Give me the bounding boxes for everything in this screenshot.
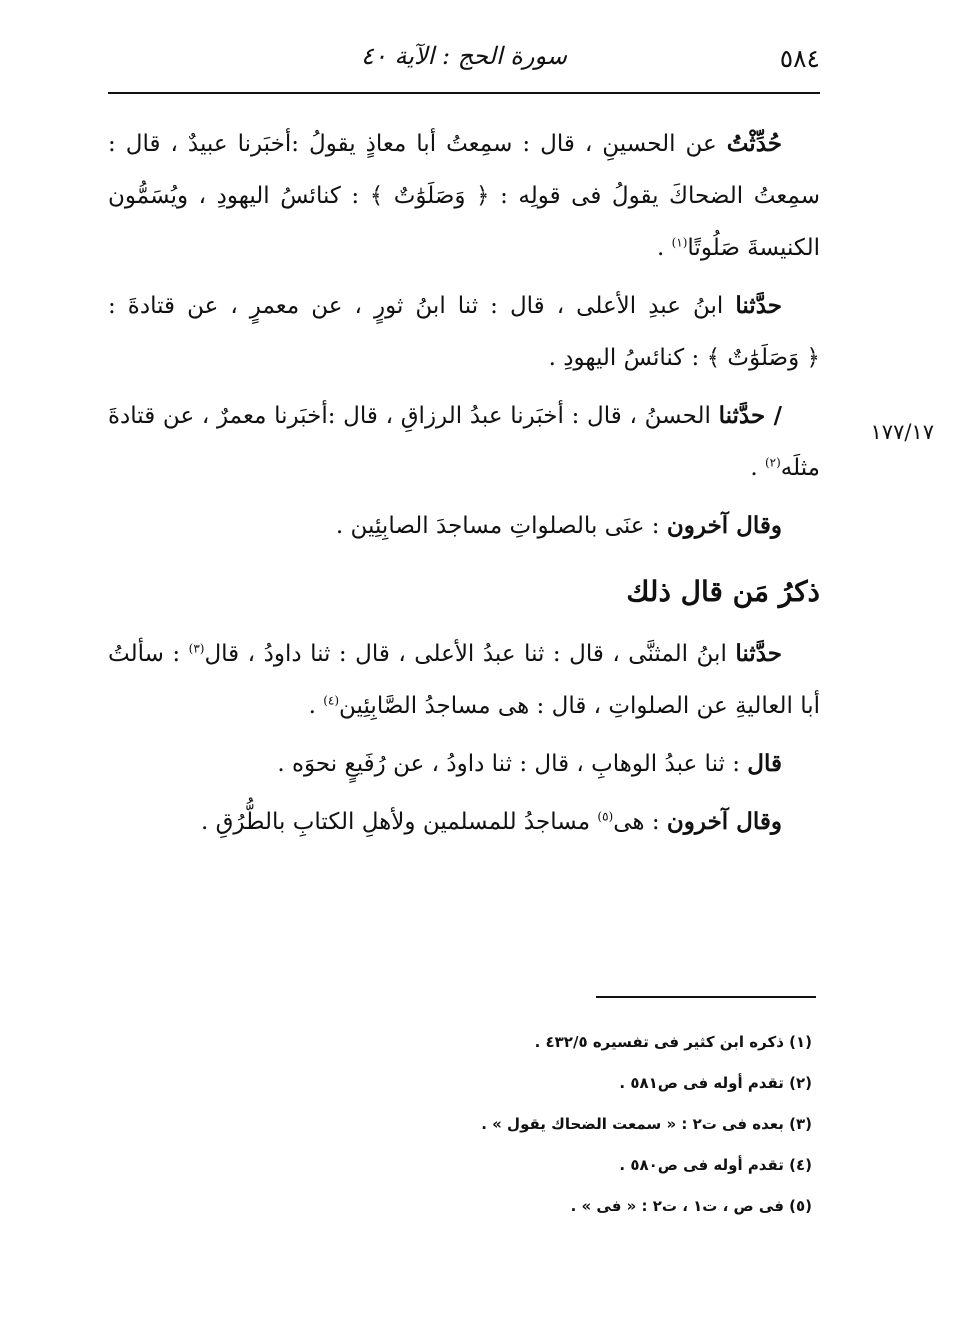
paragraph-text: : عنَى بالصلواتِ مساجدَ الصابِئِين .	[335, 513, 667, 539]
paragraph-text: .	[308, 693, 324, 719]
footnotes	[108, 1022, 820, 1227]
header-divider	[108, 92, 820, 94]
paragraph-text: ابنُ المثنَّى ، قال : ثنا عبدُ الأعلى ، قال : ثنا داودُ ، قال	[204, 641, 736, 667]
paragraph-lead: حُدِّثْتُ	[726, 130, 782, 157]
footnote-item: (٤) تقدم أوله فى ص٥٨٠ .	[619, 1156, 812, 1174]
paragraph	[108, 118, 820, 274]
paragraph	[108, 280, 820, 384]
paragraph-text: ابنُ عبدِ الأعلى ، قال : ثنا ابنُ ثورٍ ، عن معمرٍ ، عن قتادةَ :	[108, 293, 736, 319]
paragraph	[108, 390, 820, 494]
page-header	[108, 40, 820, 86]
footnote-item: (٣) بعده فى ت٢ : « سمعت الضحاك يقول » .	[481, 1115, 812, 1133]
main-text	[108, 118, 820, 848]
paragraph-lead: قال	[747, 750, 782, 777]
margin-reference: ١٧٧/١٧	[870, 420, 934, 444]
footnote-marker: (٢)	[764, 455, 781, 470]
paragraph-lead: وقال آخرون	[666, 808, 782, 835]
paragraph-lead: وقال آخرون	[666, 512, 782, 539]
paragraph-lead: حدَّثنا	[735, 640, 782, 667]
paragraph-text: : كنائسُ اليهودِ ، ويُسَمُّون الكنيسةَ صَلُوتًا	[108, 183, 820, 261]
paragraphs-after-heading	[108, 628, 820, 848]
footnote-marker: (٣)	[188, 641, 205, 656]
paragraph-lead: حدَّثنا	[735, 292, 782, 319]
footnote-marker: (٥)	[597, 809, 614, 824]
quran-quote: ﴿ وَصَلَوَٰتٌ ﴾	[369, 183, 490, 209]
paragraph-text: الحسنُ ، قال : أخبَرنا عبدُ الرزاقِ ، قال :أخبَرنا معمرٌ ، عن قتادةَ مثلَه	[108, 403, 820, 481]
paragraph-text: .	[656, 235, 672, 261]
paragraph	[108, 628, 820, 732]
page-number: ٥٨٤	[779, 44, 820, 73]
footnote-item: (٢) تقدم أوله فى ص٥٨١ .	[619, 1074, 812, 1092]
paragraph	[108, 796, 820, 848]
paragraph-text: : سألتُ أبا العاليةِ عن الصلواتِ ، قال : هى مساجدُ الصَّابِئِين	[108, 641, 820, 719]
footnote-divider	[596, 996, 816, 998]
paragraph	[108, 500, 820, 552]
footnote-item: (١) ذكره ابن كثير فى تفسيره ٤٣٢/٥ .	[534, 1033, 812, 1051]
paragraph-text: : هى	[613, 809, 667, 835]
paragraph-text: .	[750, 455, 765, 481]
paragraph-text: : كنائسُ اليهودِ .	[548, 345, 707, 371]
footnote-item: (٥) فى ص ، ت١ ، ت٢ : « فى » .	[570, 1197, 812, 1215]
paragraph-text: عن الحسينِ ، قال : سمِعتُ أبا معاذٍ يقولُ :أخبَرنا عبيدٌ ، قال : سمِعتُ الضحاكَ يقولُ فى قولِه :	[108, 131, 820, 209]
paragraph	[108, 738, 820, 790]
section-heading: ذكرُ مَن قال ذلك	[626, 575, 820, 608]
quran-quote: ﴿ وَصَلَوَٰتٌ ﴾	[706, 345, 820, 371]
paragraphs-before-heading	[108, 118, 820, 552]
surah-title: سورة الحج : الآية ٤٠	[361, 42, 567, 70]
paragraph-text: مساجدُ للمسلمين ولأهلِ الكتابِ بالطُّرُقِ .	[200, 809, 598, 835]
paragraph-text: : ثنا عبدُ الوهابِ ، قال : ثنا داودُ ، عن رُفَيعٍ نحوَه .	[277, 751, 748, 777]
paragraph-lead: / حدَّثنا	[718, 402, 782, 429]
footnote-marker: (٤)	[323, 693, 340, 708]
footnote-marker: (١)	[671, 235, 688, 250]
